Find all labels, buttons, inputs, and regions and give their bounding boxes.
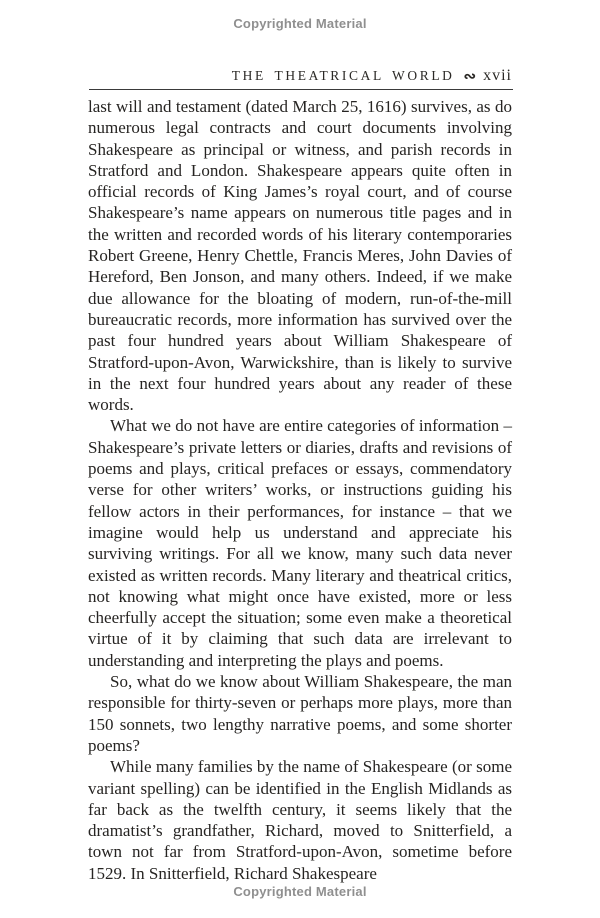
leaf-ornament-icon: ∾ bbox=[463, 69, 477, 85]
paragraph: While many families by the name of Shakespeare (or some variant spelling) can be identified in the English Midlands as far back as the twelfth century, it seems likely that the dramatist’s grandfather, Richard, moved to Snitterfield, a town not far from Stratford-upon-Avon, sometime before 1529. In Snitterfield, Richard Shakespeare bbox=[88, 757, 512, 883]
page-number: xvii bbox=[483, 67, 512, 84]
copyright-notice-top: Copyrighted Material bbox=[233, 16, 367, 31]
running-header bbox=[88, 66, 512, 85]
paragraph: What we do not have are entire categories of information – Shakespeare’s private letters or diaries, drafts and revisions of poems and plays, critical prefaces or essays, commendatory verse for other writers’ works, or instructions guiding his fellow actors in their performances, for instance – that we imagine would help us understand and appreciate his surviving writings. For all we know, many such data never existed as written records. Many literary and theatrical critics, not knowing what might once have existed, more or less cheerfully accept the situation; some even make a theoretical virtue of it by claiming that such data are irrelevant to understanding and interpreting the plays and poems. bbox=[88, 416, 512, 670]
header-rule bbox=[89, 89, 513, 90]
body-text-block bbox=[88, 96, 512, 884]
running-head-title: THE THEATRICAL WORLD bbox=[231, 68, 455, 83]
paragraph: So, what do we know about William Shakespeare, the man responsible for thirty-seven or perhaps more plays, more than 150 sonnets, two lengthy narrative poems, and some shorter poems? bbox=[88, 672, 512, 755]
paragraph-continuation: last will and testament (dated March 25, 1616) survives, as do numerous legal contracts and court documents involving Shakespeare as principal or witness, and parish records in Stratford and London. Shakespeare appears quite often in official records of King James’s royal court, and of course Shakespeare’s name appears on numerous title pages and in the written and recorded words of his literary contemporaries Robert Greene, Henry Chettle, Francis Meres, John Davies of Hereford, Ben Jonson, and many others. Indeed, if we make due allowance for the bloating of modern, run-of-the-mill bureaucratic records, more information has survived over the past four hundred years about William Shakespeare of Stratford-upon-Avon, Warwickshire, than is likely to survive in the next four hundred years about any reader of these words. bbox=[88, 97, 512, 415]
copyright-notice-bottom: Copyrighted Material bbox=[233, 884, 367, 899]
